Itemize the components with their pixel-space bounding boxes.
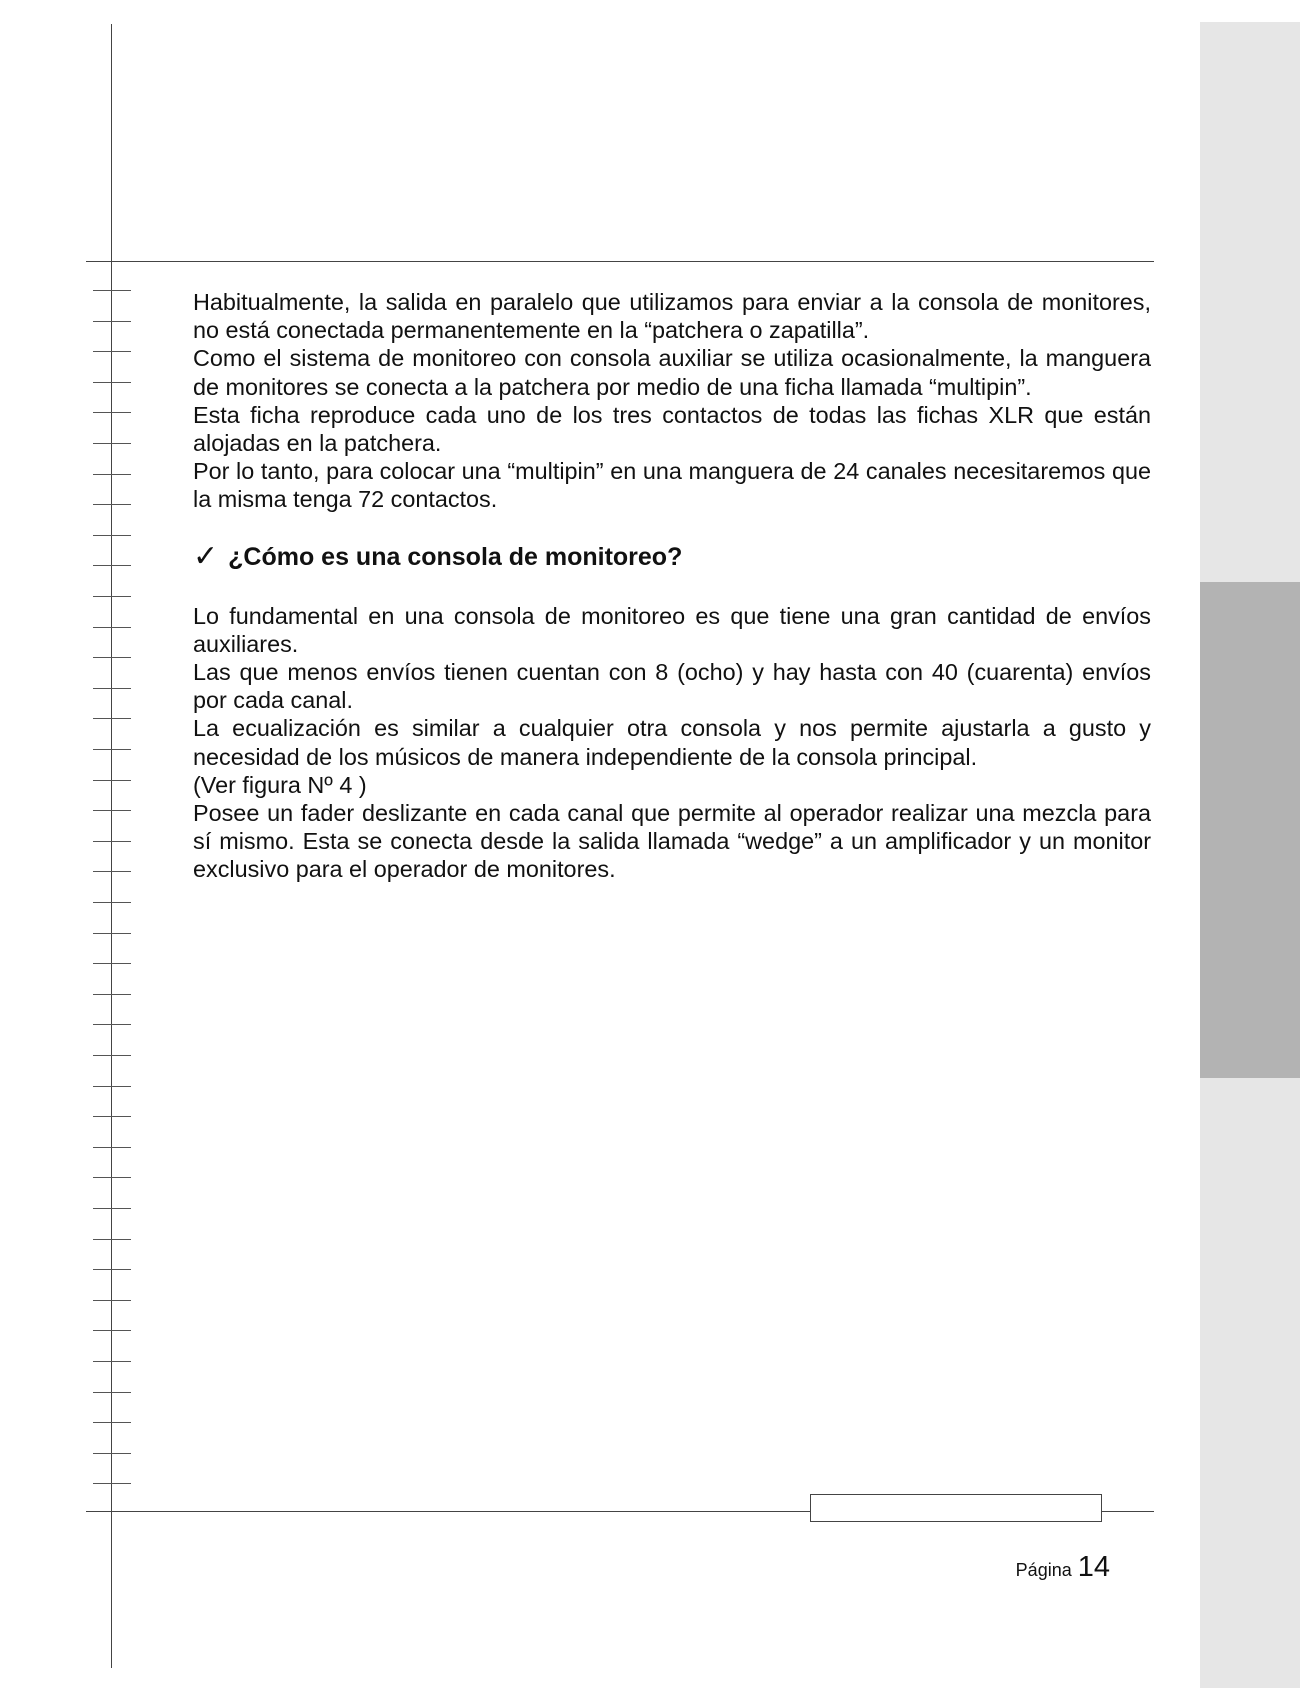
margin-tick bbox=[93, 412, 131, 413]
margin-tick bbox=[93, 1086, 131, 1087]
page-number-value: 14 bbox=[1077, 1551, 1110, 1583]
margin-tick bbox=[93, 627, 131, 628]
margin-tick bbox=[93, 596, 131, 597]
checkmark-icon: ✓ bbox=[193, 538, 219, 574]
side-section-tab bbox=[1200, 582, 1300, 1078]
section-heading-text: ¿Cómo es una consola de monitoreo? bbox=[228, 542, 683, 571]
margin-tick bbox=[93, 1239, 131, 1240]
header-rule bbox=[86, 261, 1154, 262]
margin-tick bbox=[93, 810, 131, 811]
margin-tick bbox=[93, 1116, 131, 1117]
section-heading bbox=[193, 538, 1151, 574]
page-label: Página bbox=[1015, 1560, 1072, 1580]
paragraph: (Ver figura Nº 4 ) bbox=[193, 771, 367, 798]
paragraph: Las que menos envíos tienen cuentan con 8 (ocho) y hay hasta con 40 (cuarenta) envíos por cada canal. bbox=[193, 659, 1151, 714]
margin-tick bbox=[93, 1269, 131, 1270]
margin-tick bbox=[93, 933, 131, 934]
footer-box bbox=[810, 1494, 1102, 1522]
margin-tick bbox=[93, 718, 131, 719]
margin-tick bbox=[93, 1177, 131, 1178]
margin-tick bbox=[93, 1024, 131, 1025]
margin-tick bbox=[93, 1208, 131, 1209]
section-paragraphs bbox=[193, 602, 1151, 884]
margin-tick bbox=[93, 749, 131, 750]
paragraph: Posee un fader deslizante en cada canal que permite al operador realizar una mezcla para sí mismo. Esta se conecta desde la salida llamada “wedge” a un amplificador y un monitor exclusivo para el operador de monitores. bbox=[193, 800, 1151, 883]
margin-tick bbox=[93, 1330, 131, 1331]
margin-tick bbox=[93, 657, 131, 658]
footer-rule-left bbox=[86, 1511, 810, 1512]
margin-tick bbox=[93, 474, 131, 475]
margin-tick bbox=[93, 351, 131, 352]
margin-tick bbox=[93, 780, 131, 781]
margin-tick bbox=[93, 321, 131, 322]
margin-tick bbox=[93, 1361, 131, 1362]
margin-tick bbox=[93, 1055, 131, 1056]
paragraph: Esta ficha reproduce cada uno de los tres contactos de todas las fichas XLR que están alojadas en la patchera. bbox=[193, 401, 1151, 457]
margin-tick bbox=[93, 504, 131, 505]
paragraph: Como el sistema de monitoreo con consola auxiliar se utiliza ocasionalmente, la manguera de monitores se conecta a la patchera por medio de una ficha llamada “multipin”. bbox=[193, 345, 1151, 400]
intro-paragraphs bbox=[193, 288, 1151, 514]
margin-tick bbox=[93, 565, 131, 566]
margin-tick bbox=[93, 1453, 131, 1454]
paragraph: Habitualmente, la salida en paralelo que utilizamos para enviar a la consola de monitores, no está conectada permanentemente en la “patchera o zapatilla”. bbox=[193, 289, 1151, 344]
margin-tick bbox=[93, 535, 131, 536]
paragraph: Lo fundamental en una consola de monitoreo es que tiene una gran cantidad de envíos auxiliares. bbox=[193, 602, 1151, 657]
margin-tick bbox=[93, 963, 131, 964]
paragraph: La ecualización es similar a cualquier otra consola y nos permite ajustarla a gusto y necesidad de los músicos de manera independiente de la consola principal. bbox=[193, 715, 1151, 770]
page-content bbox=[193, 288, 1151, 884]
margin-tick bbox=[93, 871, 131, 872]
margin-tick bbox=[93, 688, 131, 689]
footer-rule-right bbox=[1102, 1511, 1154, 1512]
margin-tick bbox=[93, 382, 131, 383]
margin-tick bbox=[93, 1483, 131, 1484]
margin-ticks bbox=[93, 290, 131, 1470]
margin-tick bbox=[93, 841, 131, 842]
margin-tick bbox=[93, 1392, 131, 1393]
margin-tick bbox=[93, 443, 131, 444]
margin-tick bbox=[93, 902, 131, 903]
page-number bbox=[1016, 1551, 1110, 1584]
margin-tick bbox=[93, 1422, 131, 1423]
margin-tick bbox=[93, 994, 131, 995]
margin-tick bbox=[93, 290, 131, 291]
margin-tick bbox=[93, 1147, 131, 1148]
paragraph: Por lo tanto, para colocar una “multipin” en una manguera de 24 canales necesitaremos que la misma tenga 72 contactos. bbox=[193, 458, 1151, 513]
margin-tick bbox=[93, 1300, 131, 1301]
